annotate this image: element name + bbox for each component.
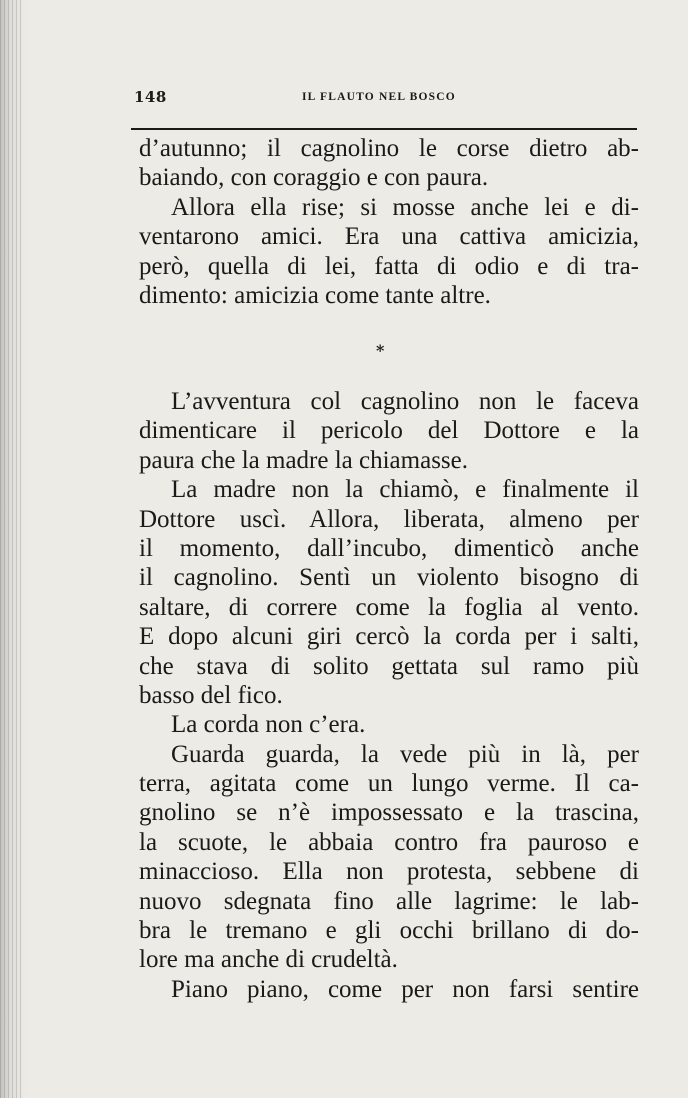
text-line: nuovo sdegnata fino alle lagrime: le lab-: [139, 887, 639, 915]
text-line: basso del fico.: [139, 681, 283, 709]
text-line: Piano piano, come per non farsi sentire: [171, 975, 639, 1003]
text-line: il cagnolino. Sentì un violento bisogno di: [139, 564, 639, 592]
text-line: saltare, di correre come la foglia al vento.: [139, 593, 639, 621]
text-line: terra, agitata come un lungo verme. Il ca-: [139, 770, 639, 798]
text-line: baiando, con coraggio e con paura.: [139, 164, 489, 192]
text-line: La madre non la chiamò, e finalmente il: [171, 476, 639, 504]
text-line: dimenticare il pericolo del Dottore e la: [139, 417, 639, 445]
text-line: minaccioso. Ella non protesta, sebbene di: [139, 858, 639, 886]
text-line: d’autunno; il cagnolino le corse dietro ab-: [139, 135, 639, 162]
text-line: La corda non c’era.: [171, 711, 366, 739]
text-line: Dottore uscì. Allora, liberata, almeno per: [139, 505, 639, 533]
page-number: 148: [134, 88, 167, 106]
section-two-text: [139, 387, 639, 1004]
section-separator: *: [376, 341, 385, 360]
text-line: però, quella di lei, fatta di odio e di tra-: [139, 252, 639, 280]
book-gutter: [0, 0, 22, 1098]
text-line: ventarono amici. Era una cattiva amicizia,: [139, 223, 639, 251]
text-line: L’avventura col cagnolino non le faceva: [171, 388, 639, 415]
header-rule: [131, 128, 637, 130]
text-line: paura che la madre la chiamasse.: [139, 446, 468, 474]
text-line: bra le tremano e gli occhi brillano di do-: [139, 917, 639, 945]
page-header: [134, 86, 634, 114]
text-line: Guarda guarda, la vede più in là, per: [171, 740, 639, 768]
text-line: Allora ella rise; si mosse anche lei e di-: [171, 193, 639, 221]
text-line: lore ma anche di crudeltà.: [139, 946, 398, 974]
text-line: il momento, dall’incubo, dimenticò anche: [139, 534, 639, 562]
text-line: dimento: amicizia come tante altre.: [139, 281, 491, 309]
text-line: che stava di solito gettata sul ramo più: [139, 652, 639, 680]
running-title: IL FLAUTO NEL BOSCO: [302, 91, 456, 103]
text-line: la scuote, le abbaia contro fra pauroso e: [139, 828, 639, 856]
section-one-text: [139, 134, 639, 310]
text-line: E dopo alcuni giri cercò la corda per i salti,: [139, 623, 639, 651]
text-line: gnolino se n’è impossessato e la trascina,: [139, 799, 639, 827]
